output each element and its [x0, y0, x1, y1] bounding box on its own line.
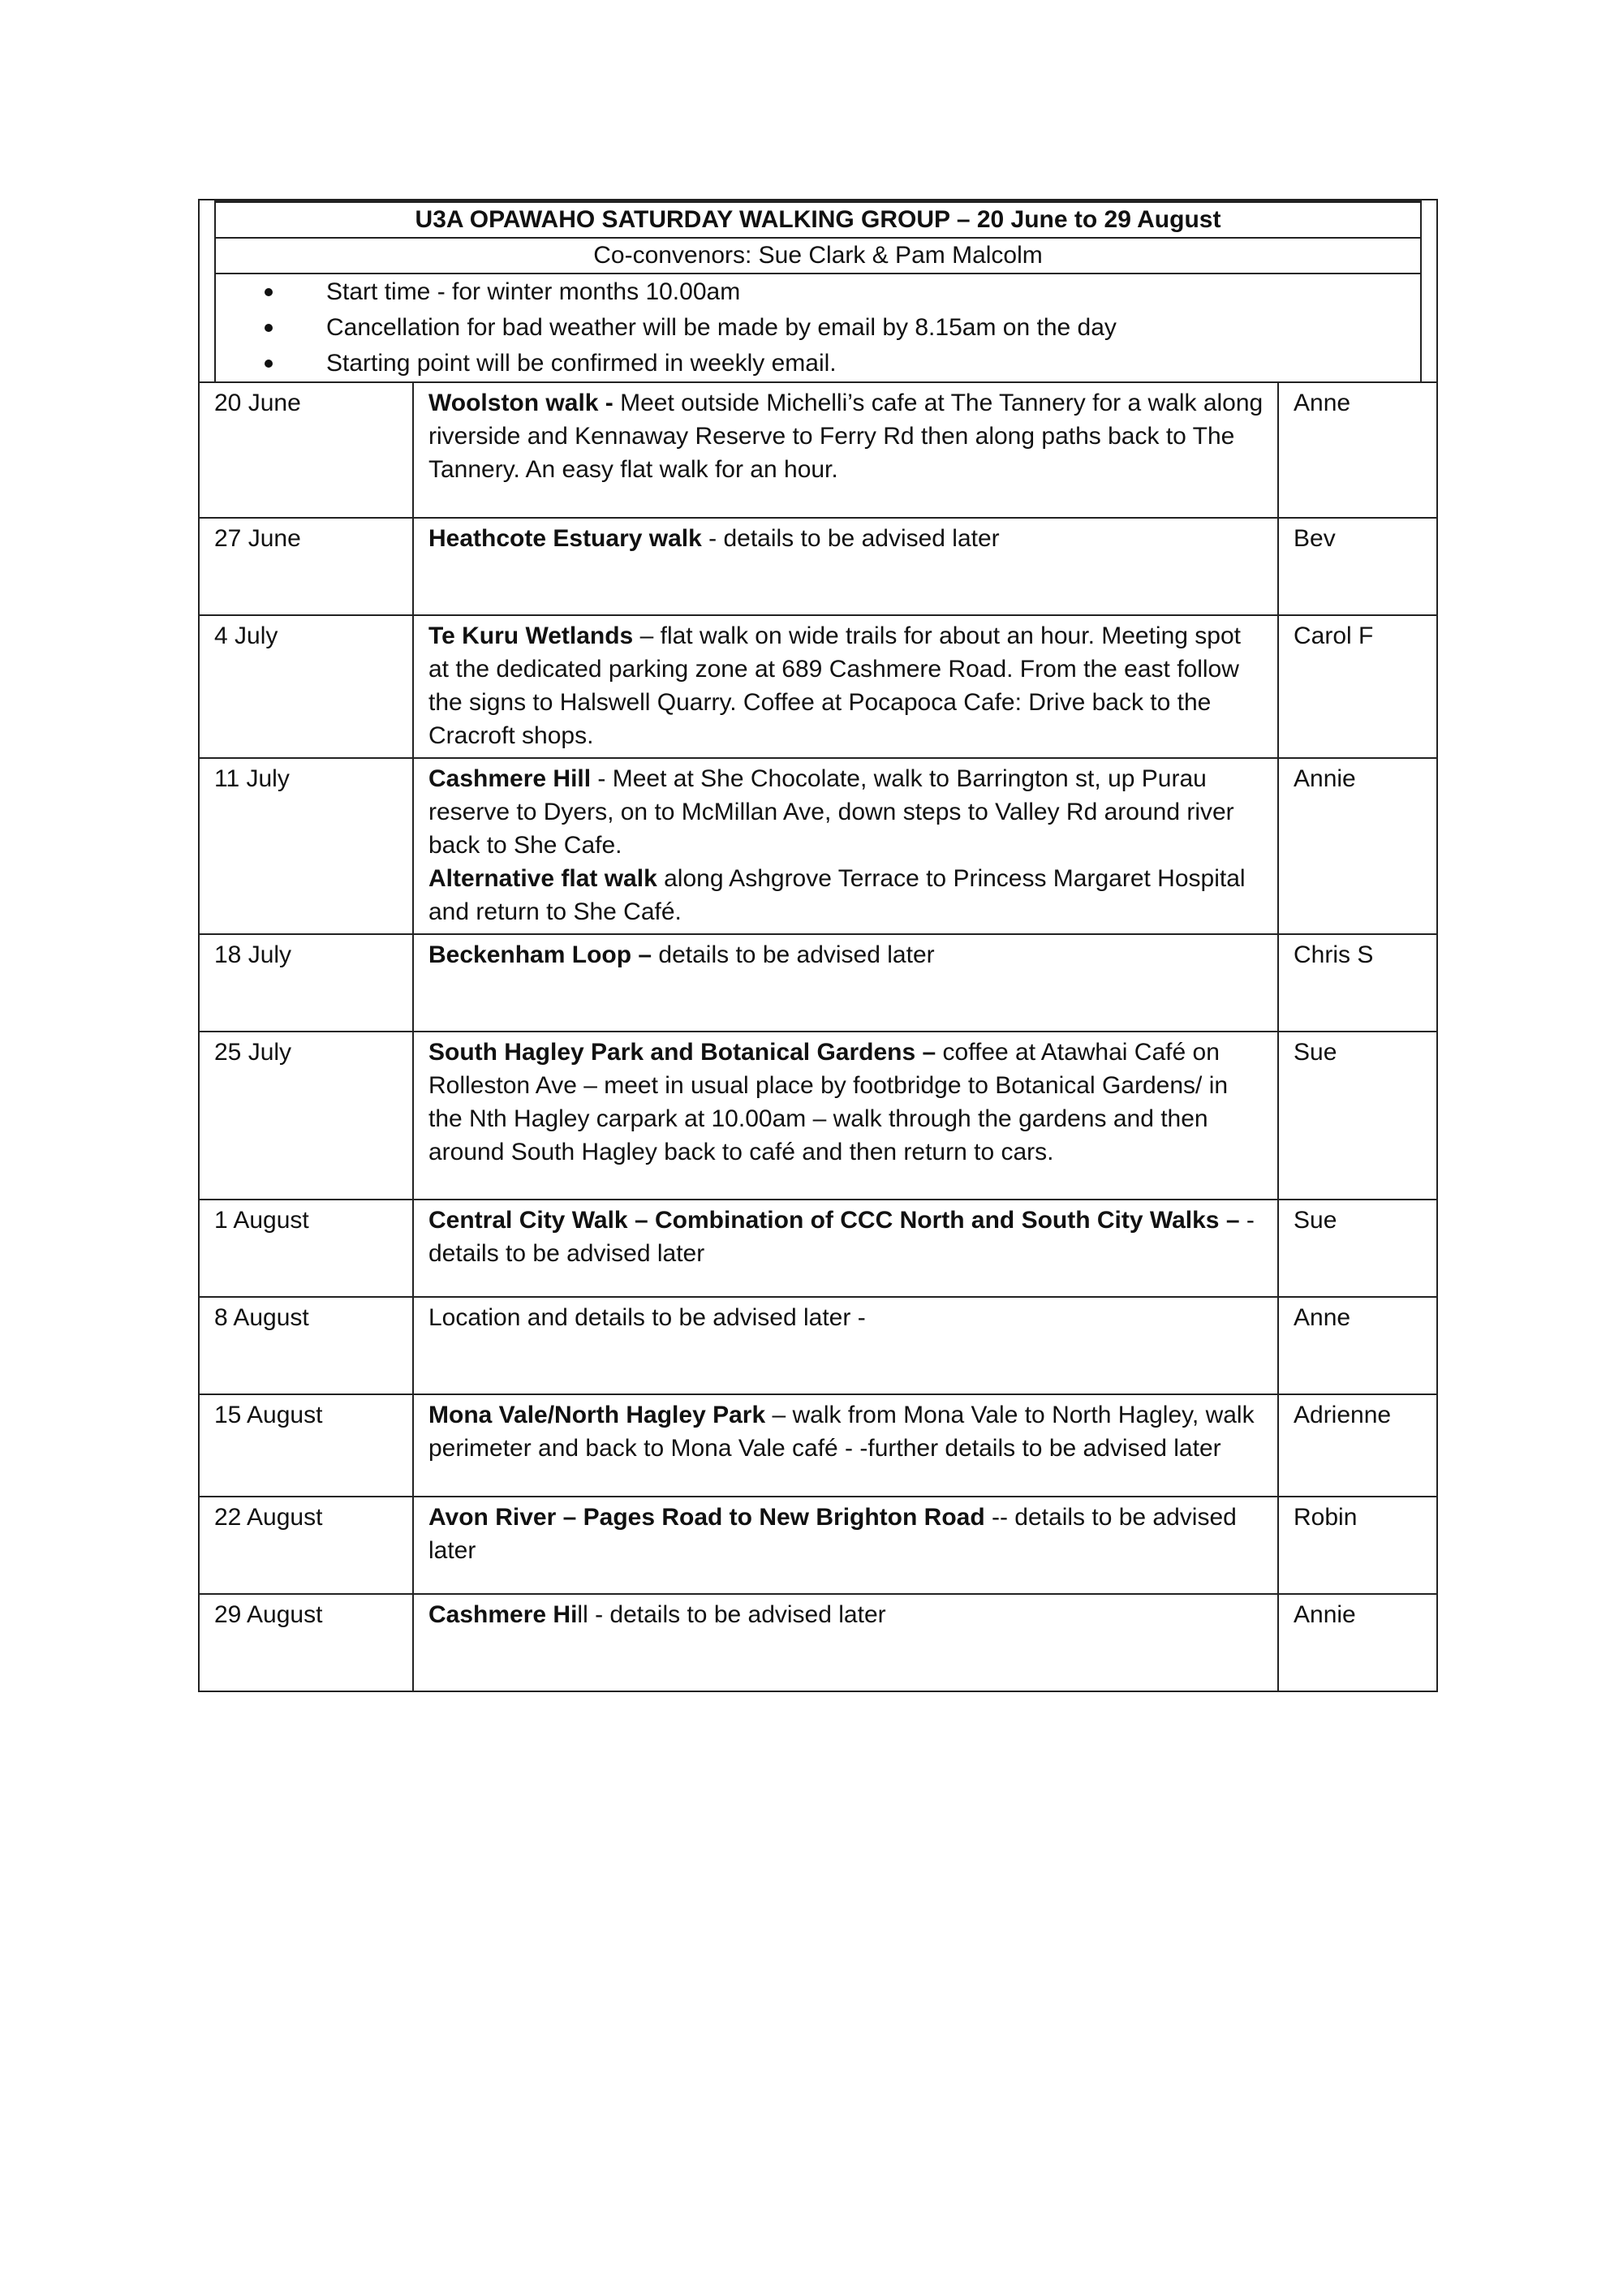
bullet-dot-icon: [265, 360, 273, 368]
walk-description: Cashmere Hill - details to be advised later: [413, 1594, 1278, 1691]
bullet-starting-point: Starting point will be confirmed in weekly email.: [326, 346, 1420, 381]
walk-row: [199, 615, 1437, 758]
walk-date: 4 July: [199, 615, 413, 758]
walk-leader: Sue: [1278, 1200, 1437, 1297]
walk-row: [199, 518, 1437, 615]
walk-date: 11 July: [199, 758, 413, 934]
walk-row: [199, 934, 1437, 1032]
bullet-start-time: Start time - for winter months 10.00am: [326, 274, 1420, 310]
walk-date: 1 August: [199, 1200, 413, 1297]
walk-leader: Sue: [1278, 1032, 1437, 1200]
schedule-header: [198, 199, 1438, 381]
bullet-dot-icon: [265, 324, 273, 332]
walk-leader: Carol F: [1278, 615, 1437, 758]
walk-row: [199, 1594, 1437, 1691]
walk-leader: Anne: [1278, 1297, 1437, 1394]
walks-table: [198, 381, 1438, 1692]
walk-description: Cashmere Hill - Meet at She Chocolate, walk to Barrington st, up Purau reserve to Dyers, on to McMillan Ave, down steps to Valley Rd around river back to She Cafe. Alternative flat walk along Ashgrove Terrace to Princess Margaret Hospital and return to She Café.: [413, 758, 1278, 934]
walk-leader: Chris S: [1278, 934, 1437, 1032]
walk-description: Heathcote Estuary walk - details to be advised later: [413, 518, 1278, 615]
convenors-line: Co-convenors: Sue Clark & Pam Malcolm: [216, 239, 1420, 274]
walk-row: [199, 1497, 1437, 1594]
bullet-cancellation: Cancellation for bad weather will be made by email by 8.15am on the day: [326, 310, 1420, 346]
walk-leader: Anne: [1278, 382, 1437, 518]
walk-date: 8 August: [199, 1297, 413, 1394]
walk-description: Location and details to be advised later -: [413, 1297, 1278, 1394]
walk-row: [199, 1032, 1437, 1200]
walk-description: Central City Walk – Combination of CCC North and South City Walks – - details to be advised later: [413, 1200, 1278, 1297]
walk-description: South Hagley Park and Botanical Gardens – coffee at Atawhai Café on Rolleston Ave – meet in usual place by footbridge to Botanical Gardens/ in the Nth Hagley carpark at 10.00am – walk through the gardens and then around South Hagley back to café and then return to cars.: [413, 1032, 1278, 1200]
walk-date: 29 August: [199, 1594, 413, 1691]
walk-date: 25 July: [199, 1032, 413, 1200]
walk-leader: Adrienne: [1278, 1394, 1437, 1497]
walk-row: [199, 1200, 1437, 1297]
info-bullets: [216, 274, 1420, 381]
bullet-dot-icon: [265, 288, 273, 296]
schedule-title: U3A OPAWAHO SATURDAY WALKING GROUP – 20 June to 29 August: [216, 203, 1420, 239]
walk-description: Avon River – Pages Road to New Brighton Road -- details to be advised later: [413, 1497, 1278, 1594]
walk-leader: Bev: [1278, 518, 1437, 615]
walk-description: Beckenham Loop – details to be advised later: [413, 934, 1278, 1032]
walk-description: Te Kuru Wetlands – flat walk on wide trails for about an hour. Meeting spot at the dedicated parking zone at 689 Cashmere Road. From the east follow the signs to Halswell Quarry. Coffee at Pocapoca Cafe: Drive back to the Cracroft shops.: [413, 615, 1278, 758]
walk-row: [199, 1297, 1437, 1394]
walk-date: 15 August: [199, 1394, 413, 1497]
walk-row: [199, 758, 1437, 934]
walk-description: Woolston walk - Meet outside Michelli’s cafe at The Tannery for a walk along riverside and Kennaway Reserve to Ferry Rd then along paths back to The Tannery. An easy flat walk for an hour.: [413, 382, 1278, 518]
walking-schedule-document: [198, 199, 1438, 1692]
walk-date: 20 June: [199, 382, 413, 518]
walk-leader: Annie: [1278, 1594, 1437, 1691]
walk-leader: Annie: [1278, 758, 1437, 934]
walk-row: [199, 382, 1437, 518]
walk-date: 27 June: [199, 518, 413, 615]
walk-date: 18 July: [199, 934, 413, 1032]
walk-date: 22 August: [199, 1497, 413, 1594]
walk-leader: Robin: [1278, 1497, 1437, 1594]
walk-row: [199, 1394, 1437, 1497]
header-box: [214, 200, 1422, 381]
walk-description: Mona Vale/North Hagley Park – walk from Mona Vale to North Hagley, walk perimeter and back to Mona Vale café - -further details to be advised later: [413, 1394, 1278, 1497]
